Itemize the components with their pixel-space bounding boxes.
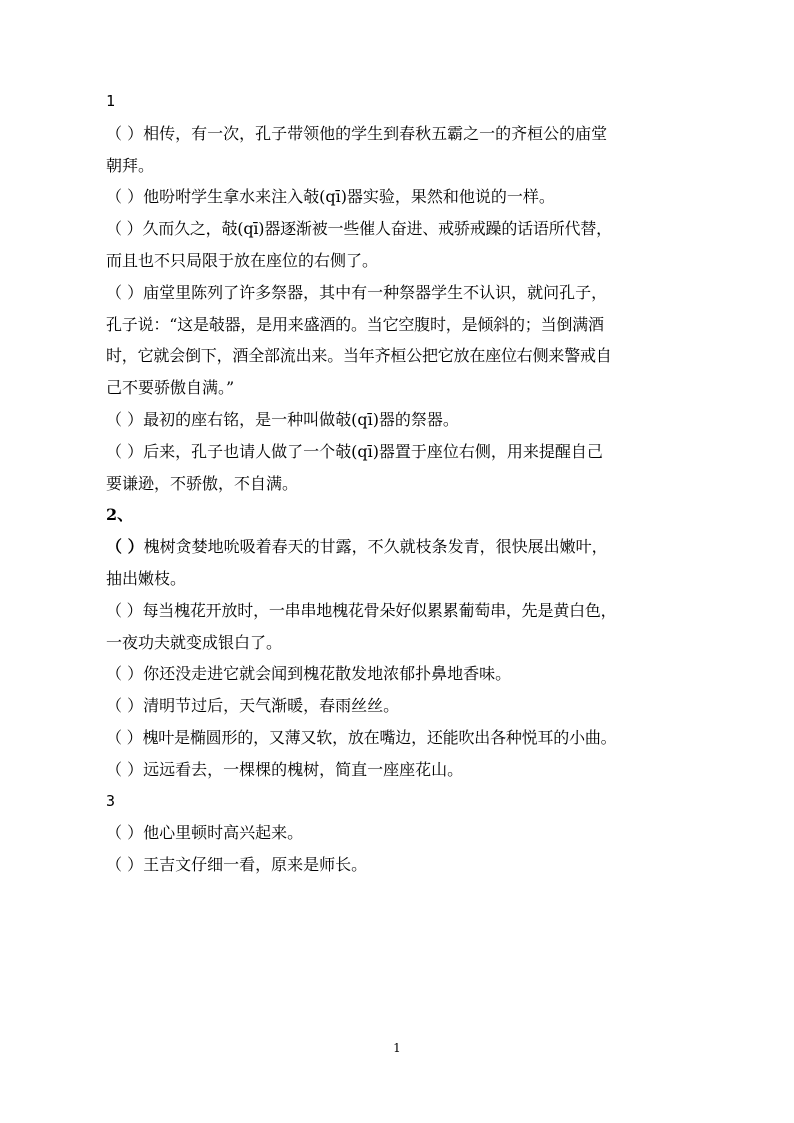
section-1-line-11: （ ）后来，孔子也请人做了一个攲(qī)器置于座位右侧，用来提醒自己	[106, 441, 603, 461]
section-2-line-4: 一夜功夫就变成银白了。	[106, 632, 283, 652]
section-1-line-5: 而且也不只局限于放在座位的右侧了。	[106, 250, 379, 270]
section-1-line-3: （ ）他吩咐学生拿水来注入攲(qī)器实验，果然和他说的一样。	[106, 187, 555, 207]
section-2-line-1	[106, 531, 706, 563]
section-1-line-9: 己不要骄傲自满。”	[106, 378, 235, 398]
document-body	[106, 86, 706, 881]
section-1-line-2: 朝拜。	[106, 155, 155, 175]
section-3-line-1: （ ）他心里顿时高兴起来。	[106, 823, 304, 843]
section-2-line-2: 抽出嫩枝。	[106, 568, 187, 588]
section-2-first-line-text: 槐树贪婪地吮吸着春天的甘露，不久就枝条发青，很快展出嫩叶，	[143, 537, 608, 557]
section-1-line-12: 要谦逊，不骄傲，不自满。	[106, 473, 299, 493]
section-2-line-3: （ ）每当槐花开放时，一串串地槐花骨朵好似累累葡萄串，先是黄白色，	[106, 600, 617, 620]
section-2-line-8: （ ）远远看去，一棵棵的槐树，简直一座座花山。	[106, 759, 464, 779]
section-1-line-1: （ ）相传，有一次，孔子带领他的学生到春秋五霸之一的齐桓公的庙堂	[106, 123, 608, 143]
section-1-line-8: 时，它就会倒下，酒全部流出来。当年齐桓公把它放在座位右侧来警戒自	[106, 346, 612, 366]
section-3-line-2: （ ）王吉文仔细一看，原来是师长。	[106, 855, 368, 875]
section-2-line-7: （ ）槐叶是椭圆形的，又薄又软，放在嘴边，还能吹出各种悦耳的小曲。	[106, 727, 617, 747]
section-1-line-4: （ ）久而久之，攲(qī)器逐渐被一些催人奋进、戒骄戒躁的话语所代替，	[106, 219, 612, 239]
section-2-line-5: （ ）你还没走进它就会闻到槐花散发地浓郁扑鼻地香味。	[106, 664, 512, 684]
section-1-line-7: 孔子说：“这是攲器，是用来盛酒的。当它空腹时，是倾斜的；当倒满酒	[106, 314, 604, 334]
section-1-heading: 1	[106, 92, 116, 110]
section-3-heading: 3	[106, 791, 116, 810]
section-1-line-10: （ ）最初的座右铭，是一种叫做攲(qī)器的祭器。	[106, 409, 459, 429]
section-2-line-6: （ ）清明节过后，天气渐暖，春雨丝丝。	[106, 696, 400, 716]
section-1-line-6: （ ）庙堂里陈列了许多祭器，其中有一种祭器学生不认识，就问孔子，	[106, 282, 608, 302]
page-number: 1	[393, 1041, 401, 1055]
section-2-heading: 2、	[106, 505, 134, 525]
section-2-first-paren: （ ）	[106, 537, 144, 557]
